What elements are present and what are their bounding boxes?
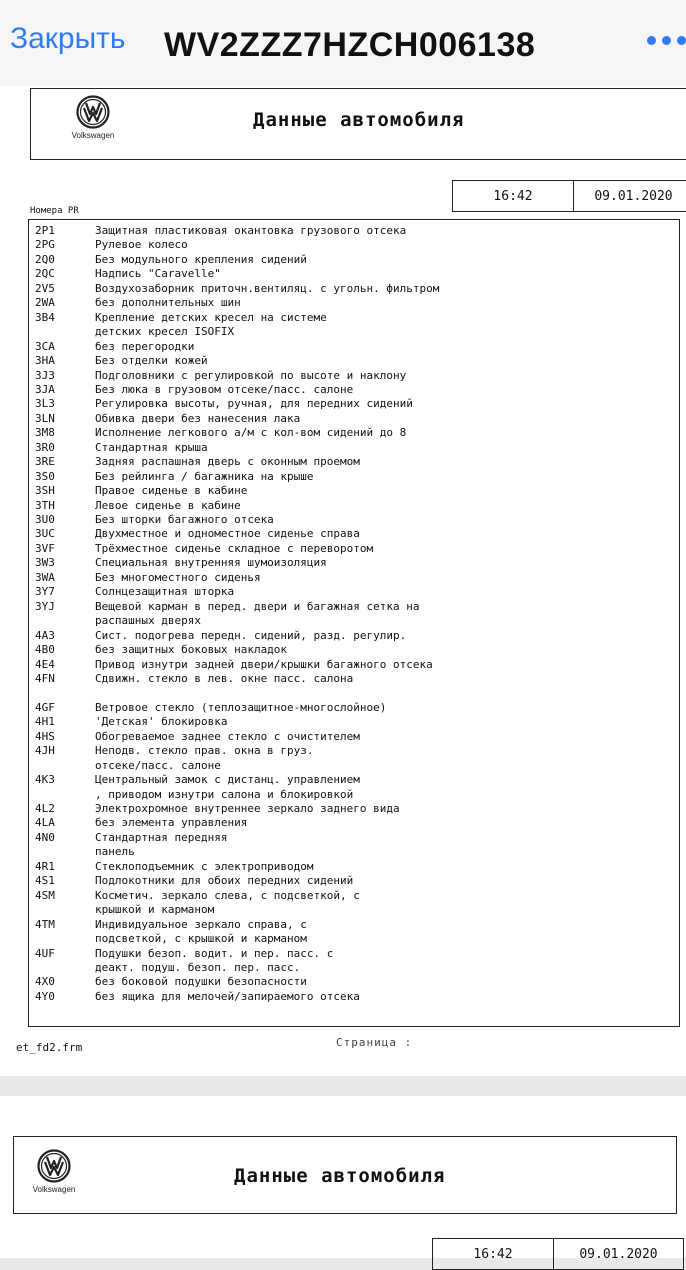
brand-caption: Volkswagen [32, 1185, 76, 1194]
page-title: Данные автомобиля [234, 1165, 446, 1187]
pr-description: Воздухозаборник приточн.вентиляц. с угольн. фильтром [95, 281, 440, 295]
pr-code: 4SM [35, 888, 55, 902]
print-date: 09.01.2020 [594, 188, 673, 204]
pr-description: Обогреваемое заднее стекло с очистителем [95, 729, 360, 743]
pr-description: без дополнительных шин [95, 296, 241, 310]
pr-code: 4X0 [35, 975, 55, 989]
pr-description: Обивка двери без нанесения лака [95, 411, 301, 425]
pr-description: Регулировка высоты, ручная, для передних сидений [95, 397, 413, 411]
pr-description: Трёхместное сиденье складное с переворотом [95, 541, 374, 555]
pr-description: Крепление детских кресел на системе [95, 310, 327, 324]
pr-description: Без многоместного сиденья [95, 570, 261, 584]
pr-code: 2V5 [35, 281, 55, 295]
pr-description: Специальная внутренняя шумоизоляция [95, 556, 327, 570]
page-number-label: Страница : [336, 1036, 413, 1049]
pr-code: 3WA [35, 570, 55, 584]
pr-description: Двухместное и одноместное сиденье справа [95, 527, 360, 541]
pr-code: 3UC [35, 527, 55, 541]
brand-caption: Volkswagen [71, 131, 115, 140]
ellipsis-icon[interactable] [647, 36, 686, 45]
pr-code: 3M8 [35, 426, 55, 440]
pr-code: 4FN [35, 671, 55, 685]
pr-description: Подушки безоп. водит. и пер. пасс. с [95, 946, 334, 960]
pr-code: 3SH [35, 484, 55, 498]
pr-description: Без рейлинга / багажника на крыше [95, 469, 314, 483]
pr-description: Без отделки кожей [95, 354, 208, 368]
timestamp-box [452, 180, 686, 212]
document-title: WV2ZZZ7HZCH006138 [164, 26, 536, 64]
pr-code: 3J3 [35, 368, 55, 382]
pr-code: 2WA [35, 296, 55, 310]
pr-description: Стеклоподъемник с электроприводом [95, 859, 314, 873]
pr-code: 2Q0 [35, 252, 55, 266]
pr-code: 4K3 [35, 773, 55, 787]
close-button[interactable]: Закрыть [10, 22, 126, 55]
pr-code: 4R1 [35, 859, 55, 873]
volkswagen-logo-icon [14, 1149, 94, 1194]
volkswagen-logo-icon [53, 95, 133, 140]
pr-description: без защитных боковых накладок [95, 643, 288, 657]
pr-description: без элемента управления [95, 816, 248, 830]
pr-description: Привод изнутри задней двери/крышки багажного отсека [95, 657, 433, 671]
pr-code: 3R0 [35, 440, 55, 454]
pr-description: 'Детская' блокировка [95, 715, 228, 729]
pr-code: 3TH [35, 498, 55, 512]
pr-code: 3RE [35, 455, 55, 469]
pr-description: без боковой подушки безопасности [95, 975, 307, 989]
pr-description: без перегородки [95, 339, 195, 353]
pr-description: Неподв. стекло прав. окна в груз. [95, 744, 314, 758]
pr-description: Без люка в грузовом отсеке/пасс. салоне [95, 382, 354, 396]
pr-code: 4H1 [35, 715, 55, 729]
pr-code: 4LA [35, 816, 55, 830]
pr-description: деакт. подуш. безоп. пер. пасс. [95, 960, 301, 974]
pr-code: 3LN [35, 411, 55, 425]
pr-description: без ящика для мелочей/запираемого отсека [95, 989, 360, 1003]
pr-codes-table [28, 219, 680, 1027]
pr-description: панель [95, 845, 135, 859]
pr-code: 4JH [35, 744, 55, 758]
pr-description: Подлокотники для обоих передних сидений [95, 874, 354, 888]
pr-code: 2PG [35, 238, 55, 252]
pr-code: 4UF [35, 946, 55, 960]
pr-description: Без модульного крепления сидений [95, 252, 307, 266]
navigation-bar [0, 0, 686, 87]
pr-code: 3YJ [35, 599, 55, 613]
pr-code: 3JA [35, 382, 55, 396]
pr-description: Индивидуальное зеркало справа, с [95, 917, 307, 931]
pr-description: Подголовники с регулировкой по высоте и наклону [95, 368, 407, 382]
pr-code: 4Y0 [35, 989, 55, 1003]
pr-description: распашных дверях [95, 614, 201, 628]
pr-description: Стандартная крыша [95, 440, 208, 454]
pr-description: Центральный замок с дистанц. управлением [95, 773, 360, 787]
pr-code: 4TM [35, 917, 55, 931]
pr-code: 4A3 [35, 628, 55, 642]
pr-description: Надпись "Caravelle" [95, 267, 221, 281]
pr-code: 4GF [35, 700, 55, 714]
pr-description: Сист. подогрева передн. сидений, разд. регулир. [95, 628, 407, 642]
pr-description: Косметич. зеркало слева, с подсветкой, с [95, 888, 360, 902]
pr-description: Электрохромное внутреннее зеркало заднего вида [95, 802, 400, 815]
page-header [13, 1136, 677, 1214]
document-page-2 [0, 1096, 686, 1262]
document-page-1 [0, 86, 686, 1076]
form-name: et_fd2.frm [16, 1041, 83, 1054]
pr-code: 3W3 [35, 556, 55, 570]
pr-description: крышкой и карманом [95, 903, 215, 917]
pr-description: Сдвижн. стекло в лев. окне пасс. салона [95, 671, 354, 685]
pr-description: Вещевой карман в перед. двери и багажная сетка на [95, 599, 420, 613]
pr-code: 3B4 [35, 310, 55, 324]
pr-code: 2P1 [35, 224, 55, 237]
print-time: 16:42 [453, 181, 574, 211]
pr-code: 4B0 [35, 643, 55, 657]
pr-code: 3U0 [35, 513, 55, 526]
pr-code: 4S1 [35, 874, 55, 888]
pr-description: Стандартная передняя [95, 830, 228, 844]
pr-code: 4N0 [35, 830, 55, 844]
pr-code: 4L2 [35, 802, 55, 815]
pr-code: 4E4 [35, 657, 55, 671]
pr-code: 3VF [35, 541, 55, 555]
pr-description: Правое сиденье в кабине [95, 484, 248, 498]
pr-code: 2QC [35, 267, 55, 281]
pr-description: Без шторки багажного отсека [95, 513, 274, 526]
pr-code: 3Y7 [35, 585, 55, 599]
page-header [30, 88, 686, 160]
pr-description: Левое сиденье в кабине [95, 498, 241, 512]
pr-description: Рулевое колесо [95, 238, 188, 252]
timestamp-box [432, 1238, 684, 1270]
pr-description: Защитная пластиковая окантовка грузового отсека [95, 224, 407, 237]
print-date: 09.01.2020 [579, 1246, 658, 1262]
page-title: Данные автомобиля [253, 109, 465, 131]
pr-code: 3HA [35, 354, 55, 368]
pr-description: отсеке/пасс. салоне [95, 758, 221, 772]
pr-description: подсветкой, с крышкой и карманом [95, 932, 307, 946]
pr-description: Ветровое стекло (теплозащитное-многослойное) [95, 700, 387, 714]
pr-description: детских кресел ISOFIX [95, 325, 235, 339]
pr-code: 3L3 [35, 397, 55, 411]
pr-description: Солнцезащитная шторка [95, 585, 235, 599]
pr-code: 4HS [35, 729, 55, 743]
print-time: 16:42 [433, 1239, 554, 1269]
pr-description: , приводом изнутри салона и блокировкой [95, 787, 354, 801]
pr-code: 3CA [35, 339, 55, 353]
pr-numbers-label: Номера PR [30, 206, 79, 216]
pr-code: 3S0 [35, 469, 55, 483]
pr-description: Исполнение легкового а/м с кол-вом сидений до 8 [95, 426, 407, 440]
pr-description: Задняя распашная дверь с оконным проемом [95, 455, 360, 469]
